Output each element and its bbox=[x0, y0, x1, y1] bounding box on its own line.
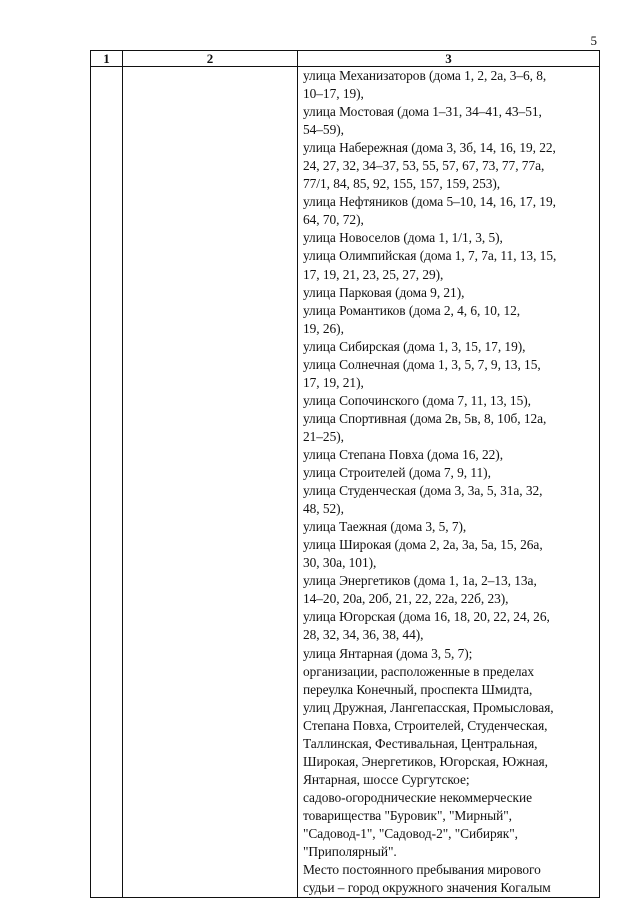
district-table bbox=[90, 50, 600, 898]
address-line: 21–25), bbox=[303, 428, 344, 444]
address-line: Степана Повха, Строителей, Студенческая, bbox=[303, 717, 548, 733]
table-header-row bbox=[91, 51, 600, 67]
address-line: 10–17, 19), bbox=[303, 86, 364, 102]
address-line: организации, расположенные в пределах bbox=[303, 663, 535, 679]
address-line: 28, 32, 34, 36, 38, 44), bbox=[303, 627, 424, 643]
column-header-3: 3 bbox=[298, 51, 600, 67]
address-line: 14–20, 20а, 20б, 21, 22, 22а, 22б, 23), bbox=[303, 591, 509, 607]
address-line: улица Студенческая (дома 3, 3а, 5, 31а, 32, bbox=[303, 483, 543, 499]
address-line: Янтарная, шоссе Сургутское; bbox=[303, 771, 470, 787]
address-line: улица Олимпийская (дома 1, 7, 7а, 11, 13, 15, bbox=[303, 248, 557, 264]
address-line: улица Сопочинского (дома 7, 11, 13, 15), bbox=[303, 392, 531, 408]
address-line: улица Югорская (дома 16, 18, 20, 22, 24, 26, bbox=[303, 609, 550, 625]
cell-column-3 bbox=[298, 67, 600, 898]
address-line: улица Романтиков (дома 2, 4, 6, 10, 12, bbox=[303, 302, 521, 318]
address-line: товарищества "Буровик", "Мирный", bbox=[303, 807, 512, 823]
column-header-1: 1 bbox=[91, 51, 123, 67]
address-line: улица Механизаторов (дома 1, 2, 2а, 3–6, 8, bbox=[303, 68, 547, 83]
address-line: Таллинская, Фестивальная, Центральная, bbox=[303, 735, 538, 751]
address-line: 24, 27, 32, 34–37, 53, 55, 57, 67, 73, 77, 77а, bbox=[303, 158, 545, 174]
page-number: 5 bbox=[590, 33, 597, 48]
address-line: улица Строителей (дома 7, 9, 11), bbox=[303, 465, 491, 481]
address-line: 17, 19, 21, 23, 25, 27, 29), bbox=[303, 266, 444, 282]
address-line: 19, 26), bbox=[303, 320, 344, 336]
address-line: улица Широкая (дома 2, 2а, 3а, 5а, 15, 26а, bbox=[303, 537, 543, 553]
address-line: 17, 19, 21), bbox=[303, 374, 364, 390]
address-list bbox=[298, 67, 599, 897]
address-line: улица Нефтяников (дома 5–10, 14, 16, 17, 19, bbox=[303, 194, 556, 210]
address-line: улица Степана Повха (дома 16, 22), bbox=[303, 446, 503, 462]
column-header-2: 2 bbox=[123, 51, 298, 67]
address-line: улица Спортивная (дома 2в, 5в, 8, 10б, 12а, bbox=[303, 410, 547, 426]
address-line: улица Солнечная (дома 1, 3, 5, 7, 9, 13, 15, bbox=[303, 356, 541, 372]
address-line: улица Янтарная (дома 3, 5, 7); bbox=[303, 645, 473, 661]
address-line: улица Новоселов (дома 1, 1/1, 3, 5), bbox=[303, 230, 503, 246]
address-line: 30, 30а, 101), bbox=[303, 555, 377, 571]
address-line: 54–59), bbox=[303, 122, 344, 138]
cell-column-2 bbox=[123, 67, 298, 898]
cell-column-1 bbox=[91, 67, 123, 898]
address-line: Место постоянного пребывания мирового bbox=[303, 862, 541, 878]
address-line: улица Мостовая (дома 1–31, 34–41, 43–51, bbox=[303, 104, 542, 120]
address-line: улица Набережная (дома 3, 3б, 14, 16, 19, 22, bbox=[303, 140, 556, 156]
address-line: улиц Дружная, Лангепасская, Промысловая, bbox=[303, 699, 554, 715]
address-line: улица Сибирская (дома 1, 3, 15, 17, 19), bbox=[303, 338, 526, 354]
table-row bbox=[91, 67, 600, 898]
address-line: садово-огороднические некоммерческие bbox=[303, 789, 532, 805]
address-line: 77/1, 84, 85, 92, 155, 157, 159, 253), bbox=[303, 176, 501, 192]
address-line: "Садовод-1", "Садовод-2", "Сибиряк", bbox=[303, 825, 518, 841]
address-line: "Приполярный". bbox=[303, 844, 397, 860]
address-line: улица Таежная (дома 3, 5, 7), bbox=[303, 519, 467, 535]
address-line: переулка Конечный, проспекта Шмидта, bbox=[303, 681, 533, 697]
address-line: судьи – город окружного значения Когалым bbox=[303, 880, 551, 896]
address-line: улица Энергетиков (дома 1, 1а, 2–13, 13а, bbox=[303, 573, 537, 589]
address-line: 64, 70, 72), bbox=[303, 212, 364, 228]
address-line: 48, 52), bbox=[303, 501, 344, 517]
address-line: улица Парковая (дома 9, 21), bbox=[303, 284, 465, 300]
address-line: Широкая, Энергетиков, Югорская, Южная, bbox=[303, 753, 548, 769]
